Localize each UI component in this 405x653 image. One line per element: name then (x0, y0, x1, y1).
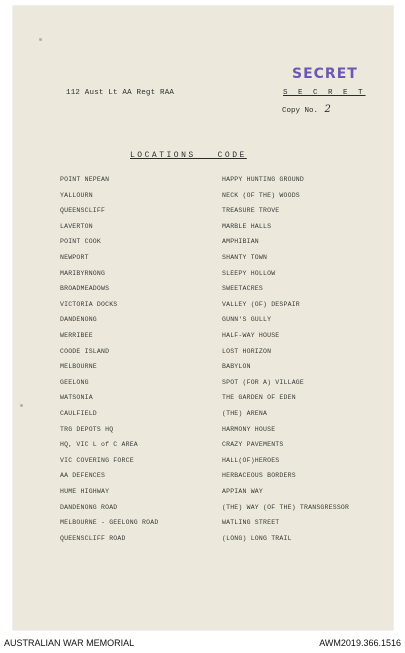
location-name: DANDENONG (60, 316, 97, 324)
list-item (0, 488, 405, 500)
footer-bar (0, 634, 405, 653)
location-name: VIC COVERING FORCE (60, 456, 134, 464)
list-item (0, 519, 405, 531)
location-name: MELBOURNE (60, 363, 97, 371)
list-item (0, 270, 405, 282)
location-name: POINT NEPEAN (60, 176, 110, 183)
location-code: WATLING STREET (222, 519, 280, 527)
location-code: SWEETACRES (222, 285, 264, 293)
location-code: NECK (OF THE) WOODS (222, 191, 300, 199)
location-code: TREASURE TROVE (222, 207, 280, 215)
location-code: SPOT (FOR A) VILLAGE (222, 378, 305, 386)
location-code: THE GARDEN OF EDEN (222, 394, 296, 402)
location-code: SLEEPY HOLLOW (222, 269, 276, 277)
list-item (0, 472, 405, 484)
list-item (0, 504, 405, 516)
location-name: AA DEFENCES (60, 472, 106, 480)
page-title: LOCATIONS CODE (130, 151, 247, 160)
list-item (0, 348, 405, 360)
location-name: TRG DEPOTS HQ (60, 425, 114, 433)
location-code: APPIAN WAY (222, 488, 264, 495)
list-item (0, 301, 405, 313)
list-item (0, 426, 405, 438)
list-item (0, 192, 405, 204)
location-name: POINT COOK (60, 238, 102, 246)
list-item (0, 379, 405, 391)
location-name: DANDENONG ROAD (60, 503, 118, 511)
list-item (0, 207, 405, 219)
location-name: MARIBYRNONG (60, 269, 106, 277)
location-code: GUNN'S GULLY (222, 316, 272, 324)
location-name: HUME HIGHWAY (60, 488, 110, 495)
location-name: COODE ISLAND (60, 347, 110, 355)
location-name: GEELONG (60, 378, 89, 386)
location-code: HALL(OF)HEROES (222, 456, 280, 464)
list-item (0, 254, 405, 266)
list-item (0, 316, 405, 328)
location-code: LOST HORIZON (222, 347, 272, 355)
list-item (0, 285, 405, 297)
location-code: (THE) ARENA (222, 410, 268, 417)
location-name: QUEENSCLIFF ROAD (60, 534, 126, 542)
list-item (0, 176, 405, 188)
location-name: MELBOURNE - GEELONG ROAD (60, 519, 159, 527)
location-name: BROADMEADOWS (60, 285, 110, 293)
list-item (0, 410, 405, 422)
copy-number-value: 2 (324, 104, 331, 115)
secret-stamp: SECRET (292, 66, 358, 82)
list-item (0, 332, 405, 344)
location-code: AMPHIBIAN (222, 238, 259, 246)
location-code: CRAZY PAVEMENTS (222, 441, 284, 449)
location-name: LAVERTON (60, 222, 93, 230)
location-code: HERBACEOUS BORDERS (222, 472, 296, 480)
list-item (0, 363, 405, 375)
location-name: WATSONIA (60, 394, 93, 402)
location-name: YALLOURN (60, 191, 93, 199)
location-name: VICTORIA DOCKS (60, 300, 118, 308)
list-item (0, 535, 405, 547)
paper-mark (39, 38, 42, 41)
copy-number (282, 104, 331, 115)
location-code: HALF-WAY HOUSE (222, 332, 280, 339)
list-item (0, 441, 405, 453)
location-name: HQ, VIC L of C AREA (60, 441, 138, 449)
location-code: SHANTY TOWN (222, 254, 268, 261)
list-item (0, 394, 405, 406)
classification-label: S E C R E T (283, 89, 366, 97)
location-name: QUEENSCLIFF (60, 207, 106, 215)
footer-credit: AUSTRALIAN WAR MEMORIAL (4, 638, 135, 648)
list-item (0, 238, 405, 250)
list-item (0, 223, 405, 235)
footer-accession-number: AWM2019.366.1516 (319, 638, 401, 648)
location-name: CAULFIELD (60, 410, 97, 417)
location-code: HAPPY HUNTING GROUND (222, 176, 305, 183)
location-name: WERRIBEE (60, 332, 93, 339)
location-code: (THE) WAY (OF THE) TRANSGRESSOR (222, 503, 350, 511)
location-name: NEWPORT (60, 254, 89, 261)
unit-heading: 112 Aust Lt AA Regt RAA (66, 89, 175, 97)
list-item (0, 457, 405, 469)
location-code: (LONG) LONG TRAIL (222, 534, 292, 542)
copy-label: Copy No. (282, 107, 319, 115)
location-code: BABYLON (222, 363, 251, 371)
location-code: HARMONY HOUSE (222, 425, 276, 433)
location-code: VALLEY (OF) DESPAIR (222, 300, 300, 308)
location-code: MARBLE HALLS (222, 222, 272, 230)
